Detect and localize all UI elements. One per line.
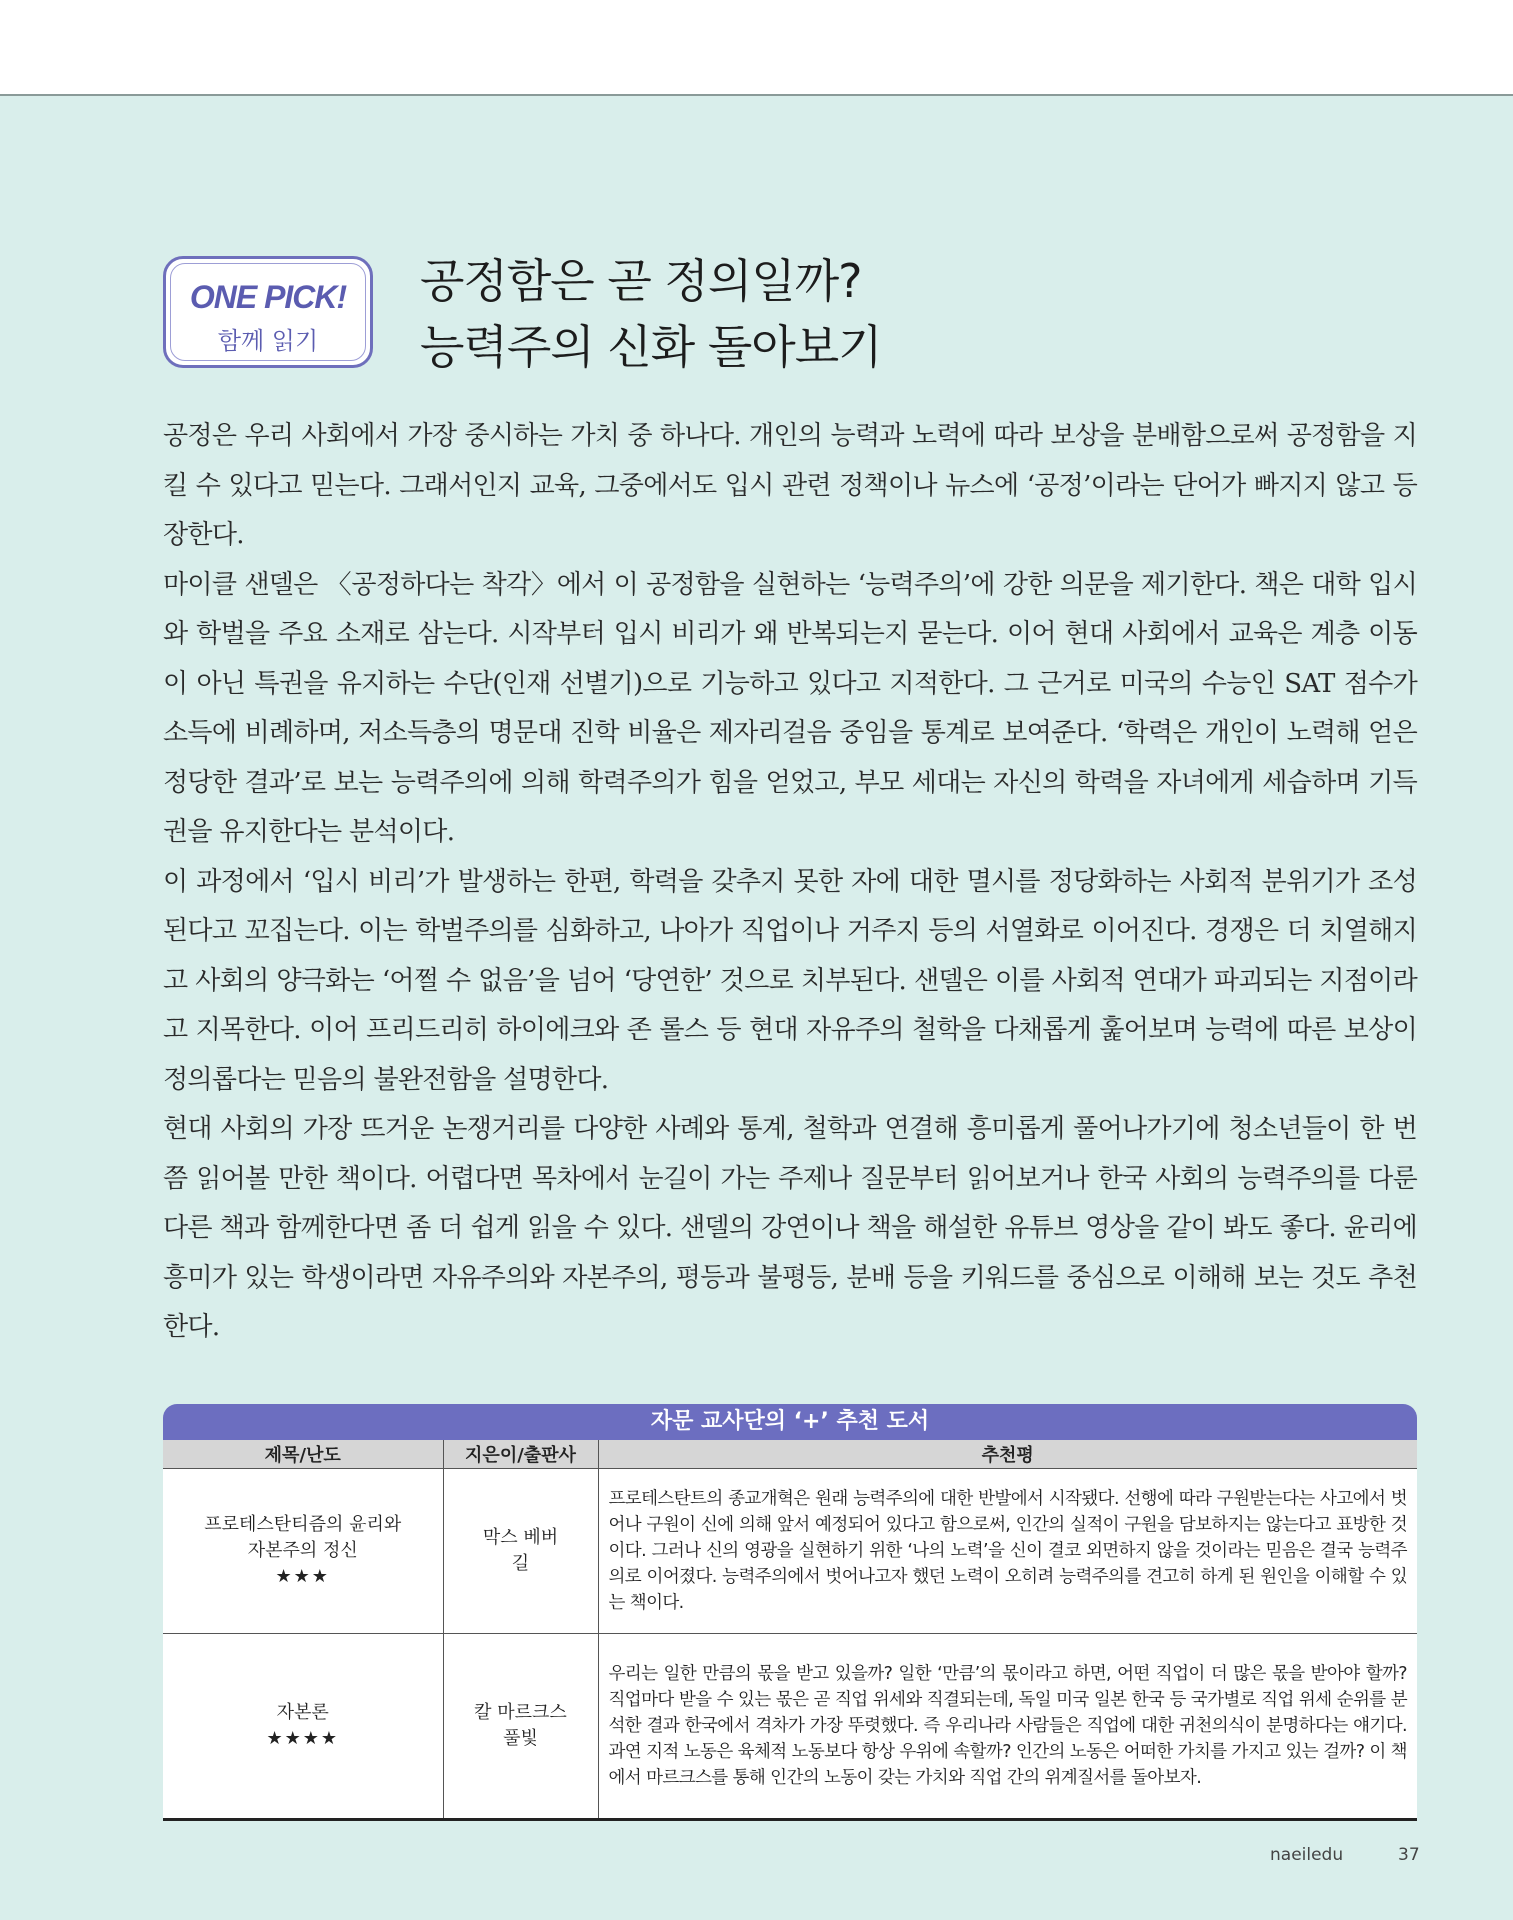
page-top-margin <box>0 0 1513 94</box>
difficulty-stars: ★★★ <box>275 1566 330 1587</box>
table-header-row <box>163 1440 1417 1469</box>
headline-line-2: 능력주의 신화 돌아보기 <box>420 320 882 374</box>
book-title-line-2: 자본주의 정신 <box>247 1540 358 1561</box>
body-paragraph-4: 현대 사회의 가장 뜨거운 논쟁거리를 다양한 사례와 통계, 철학과 연결해 흥미롭게 풀어나가기에 청소년들이 한 번 쯤 읽어볼 만한 책이다. 어렵다면 목차에서 눈길이 가는 주제나 질문부터 읽어보거나 한국 사회의 능력주의를 다룬 다른 책과 함께한다면 좀 더 쉽게 읽을 수 있다. 샌델의 강연이나 책을 해설한 유튜브 영상을 같이 봐도 좋다. 윤리에 흥미가 있는 학생이라면 자유주의와 자본주의, 평등과 불평등, 분배 등을 키워드를 중심으로 이해해 보는 것도 추천한다. <box>163 1114 1417 1342</box>
body-paragraph-2: 마이클 샌델은 〈공정하다는 착각〉에서 이 공정함을 실현하는 ‘능력주의’에 강한 의문을 제기한다. 책은 대학 입시와 학벌을 주요 소재로 삼는다. 시작부터 입시 비리가 왜 반복되는지 묻는다. 이어 현대 사회에서 교육은 계층 이동이 아닌 특권을 유지하는 수단(인재 선별기)으로 기능하고 있다고 지적한다. 그 근거로 미국의 수능인 SAT 점수가 소득에 비례하며, 저소득층의 명문대 진학 비율은 제자리걸음 중임을 통계로 보여준다. ‘학력은 개인이 노력해 얻은 정당한 결과’로 보는 능력주의에 의해 학력주의가 힘을 얻었고, 부모 세대는 자신의 학력을 자녀에게 세습하며 기득권을 유지한다는 분석이다. <box>163 569 1417 847</box>
book-publisher: 풀빛 <box>503 1728 538 1749</box>
header-review: 추천평 <box>598 1440 1417 1469</box>
headline-line-1: 공정함은 곧 정의일까? <box>420 254 862 308</box>
books-table <box>163 1440 1417 1821</box>
book-publisher: 길 <box>511 1553 530 1574</box>
book-author: 막스 베버 <box>482 1527 559 1548</box>
badge-label-top: ONE PICK! <box>189 279 347 315</box>
article-body <box>163 412 1417 1353</box>
table-row <box>163 1469 1417 1634</box>
book-review: 프로테스탄트의 종교개혁은 원래 능력주의에 대한 반발에서 시작됐다. 선행에 따라 구원받는다는 사고에서 벗어나 구원이 신에 의해 앞서 예정되어 있다고 함으로써, 인간의 실적이 구원을 담보하지는 않는다고 표방한 것이다. 그러나 신의 영광을 실현하기 위한 ‘나의 노력’을 신이 결코 외면하지 않을 것이라는 믿음은 결국 능력주의로 이어졌다. 능력주의에서 벗어나고자 했던 노력이 오히려 능력주의를 견고히 하게 된 원인을 이해할 수 있는 책이다. <box>598 1469 1417 1634</box>
header-title-difficulty: 제목/난도 <box>163 1440 443 1469</box>
book-title-cell <box>163 1634 443 1820</box>
book-title-line-1: 프로테스탄티즘의 윤리와 <box>204 1514 402 1535</box>
book-author: 칼 마르크스 <box>474 1702 567 1723</box>
table-row <box>163 1634 1417 1820</box>
badge-label-bottom: 함께 읽기 <box>217 327 319 355</box>
author-publisher-cell <box>443 1634 598 1820</box>
one-pick-badge <box>163 256 373 368</box>
body-paragraph-3: 이 과정에서 ‘입시 비리’가 발생하는 한편, 학력을 갖추지 못한 자에 대한 멸시를 정당화하는 사회적 분위기가 조성된다고 꼬집는다. 이는 학벌주의를 심화하고, 나아가 직업이나 거주지 등의 서열화로 이어진다. 경쟁은 더 치열해지고 사회의 양극화는 ‘어쩔 수 없음’을 넘어 ‘당연한’ 것으로 치부된다. 샌델은 이를 사회적 연대가 파괴되는 지점이라고 지목한다. 이어 프리드리히 하이에크와 존 롤스 등 현대 자유주의 철학을 다채롭게 훑어보며 능력에 따른 보상이 정의롭다는 믿음의 불완전함을 설명한다. <box>163 866 1417 1095</box>
difficulty-stars: ★★★★ <box>266 1728 340 1749</box>
recommended-books-table <box>163 1404 1417 1821</box>
footer-brand: naeiledu <box>1270 1845 1344 1865</box>
book-title: 자본론 <box>276 1702 329 1723</box>
header-author-publisher: 지은이/출판사 <box>443 1440 598 1469</box>
book-review: 우리는 일한 만큼의 몫을 받고 있을까? 일한 ‘만큼’의 몫이라고 하면, 어떤 직업이 더 많은 몫을 받아야 할까? 직업마다 받을 수 있는 몫은 곧 직업 위세와 직결되는데, 독일 미국 일본 한국 등 국가별로 직업 위세 순위를 분석한 결과 한국에서 격차가 가장 뚜렷했다. 즉 우리나라 사람들은 직업에 대한 귀천의식이 분명하다는 얘기다. 과연 지적 노동은 육체적 노동보다 항상 우위에 속할까? 인간의 노동은 어떠한 가치를 가지고 있는 걸까? 이 책에서 마르크스를 통해 인간의 노동이 갖는 가치와 직업 간의 위계질서를 돌아보자. <box>598 1634 1417 1820</box>
book-title-cell <box>163 1469 443 1634</box>
page-number: 37 <box>1398 1845 1420 1865</box>
table-title: 자문 교사단의 ‘+’ 추천 도서 <box>163 1404 1417 1440</box>
article-headline <box>420 248 882 380</box>
author-publisher-cell <box>443 1469 598 1634</box>
body-paragraph-1: 공정은 우리 사회에서 가장 중시하는 가치 중 하나다. 개인의 능력과 노력에 따라 보상을 분배함으로써 공정함을 지킬 수 있다고 믿는다. 그래서인지 교육, 그중에서도 입시 관련 정책이나 뉴스에 ‘공정’이라는 단어가 빠지지 않고 등장한다. <box>163 421 1417 550</box>
